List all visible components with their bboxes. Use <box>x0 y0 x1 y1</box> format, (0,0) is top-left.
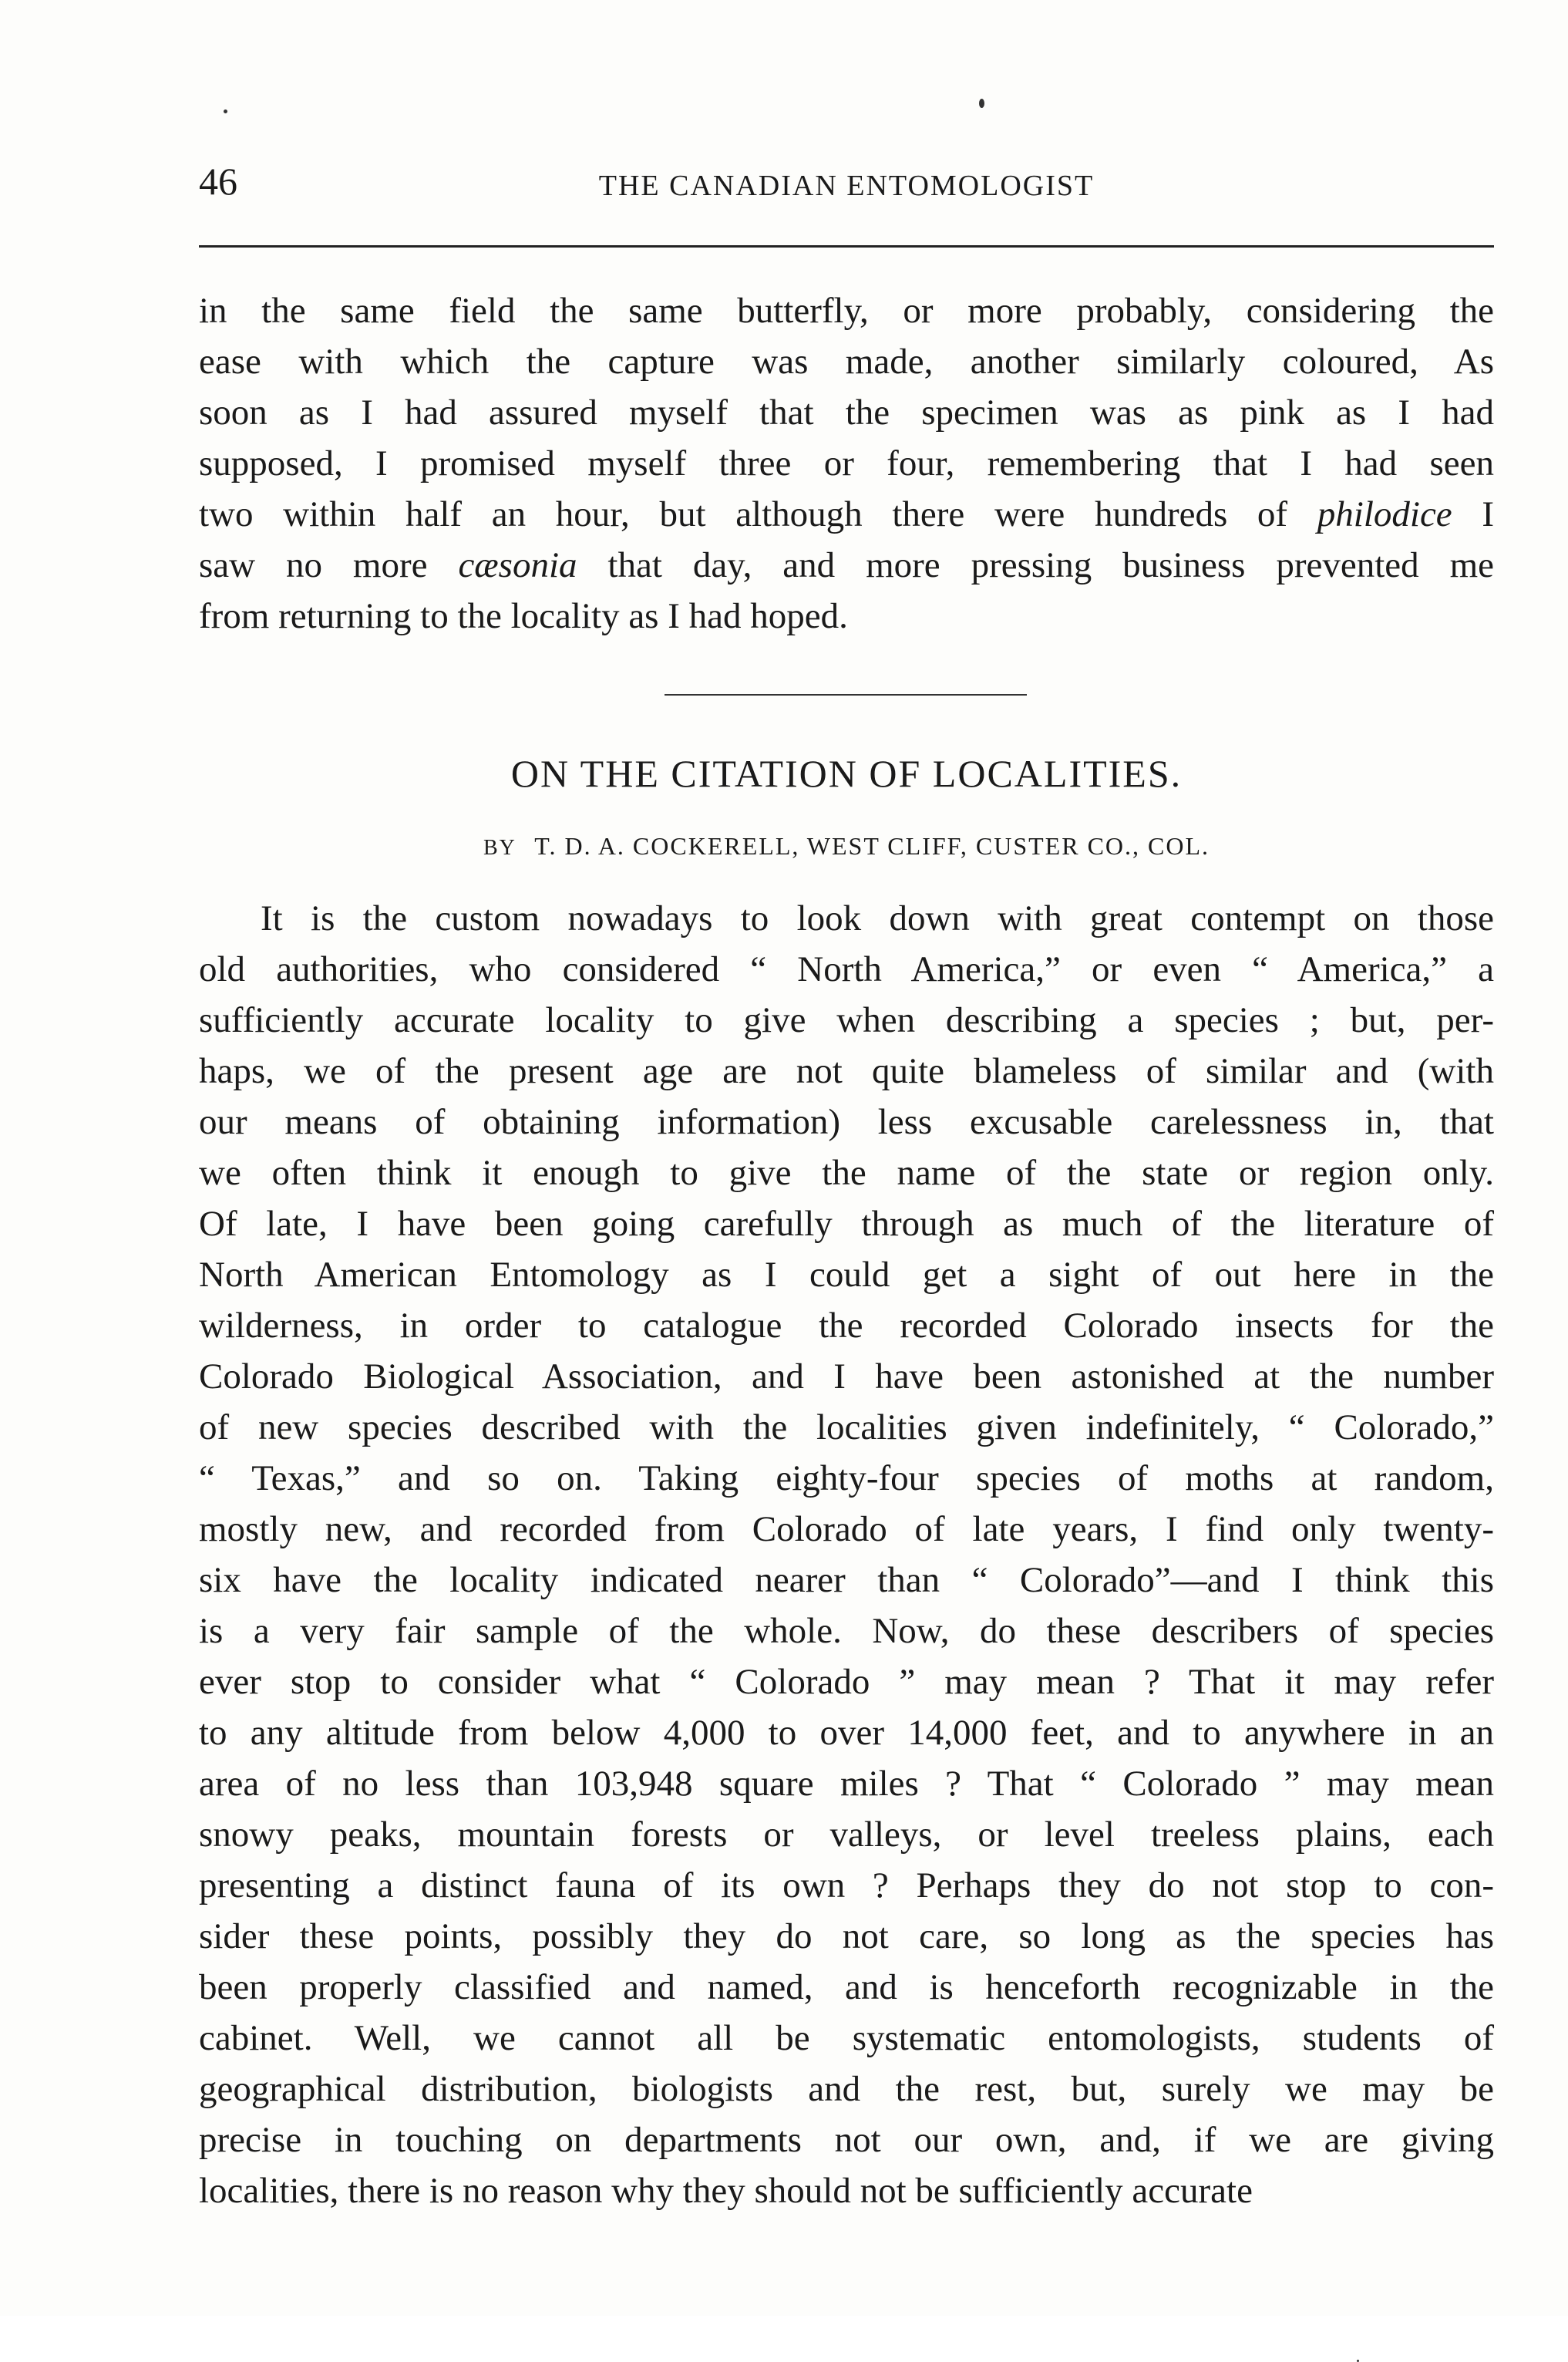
text-line: from returning to the locality as I had hoped. <box>199 596 848 636</box>
article-body <box>199 893 1494 2216</box>
text-line: in the same field the same butterfly, or more probably, considering the <box>199 291 1494 331</box>
text-line: presenting a distinct fauna of its own ? Perhaps they do not stop to con- <box>199 1865 1494 1905</box>
text-line: wilderness, in order to catalogue the recorded Colorado insects for the <box>199 1306 1494 1346</box>
page-header <box>199 158 1494 212</box>
text-line: two within half an hour, but although there were hundreds of philodice I <box>199 494 1495 534</box>
text-line: mostly new, and recorded from Colorado of late years, I find only twenty- <box>199 1509 1494 1549</box>
section-divider <box>665 694 1027 696</box>
text-line: old authorities, who considered “ North America,” or even “ America,” a <box>199 949 1494 989</box>
text-line: haps, we of the present age are not quite blameless of similar and (with <box>199 1051 1494 1091</box>
text-line: geographical distribution, biologists and the rest, but, surely we may be <box>199 2069 1494 2109</box>
running-head: THE CANADIAN ENTOMOLOGIST <box>598 170 1095 202</box>
byline <box>199 827 1494 868</box>
text-line: snowy peaks, mountain forests or valleys, or level treeless plains, each <box>199 1814 1494 1855</box>
text-line: is a very fair sample of the whole. Now, do these describers of species <box>199 1611 1494 1651</box>
text-line: ease with which the capture was made, another similarly coloured, As <box>199 342 1494 382</box>
header-rule <box>199 245 1494 248</box>
text-line: Of late, I have been going carefully through as much of the literature of <box>199 1204 1494 1244</box>
text-line: soon as I had assured myself that the specimen was as pink as I had <box>199 393 1494 433</box>
text-line: “ Texas,” and so on. Taking eighty-four species of moths at random, <box>199 1458 1494 1498</box>
byline-prefix: BY <box>483 836 516 860</box>
text-line: ever stop to consider what “ Colorado ” may mean ? That it may refer <box>199 1662 1494 1702</box>
text-line: It is the custom nowadays to look down with great contempt on those <box>261 898 1494 938</box>
text-line: cabinet. Well, we cannot all be systematic entomologists, students of <box>199 2018 1494 2058</box>
page-number: 46 <box>199 160 237 203</box>
text-line: sider these points, possibly they do not care, so long as the species has <box>199 1916 1494 1956</box>
text-line: to any altitude from below 4,000 to over 14,000 feet, and to anywhere in an <box>199 1713 1494 1753</box>
ink-speck <box>979 99 984 108</box>
text-line: six have the locality indicated nearer than “ Colorado”—and I think this <box>199 1560 1494 1600</box>
continued-paragraph <box>199 285 1494 642</box>
article-title: ON THE CITATION OF LOCALITIES. <box>510 752 1183 795</box>
text-line: been properly classified and named, and is henceforth recognizable in the <box>199 1967 1494 2007</box>
ink-speck <box>224 110 227 113</box>
text-line: precise in touching on departments not our own, and, if we are giving <box>199 2120 1494 2160</box>
text-line: area of no less than 103,948 square miles ? That “ Colorado ” may mean <box>199 1764 1494 1804</box>
text-line: North American Entomology as I could get a sight of out here in the <box>199 1255 1494 1295</box>
text-line: sufficiently accurate locality to give when describing a species ; but, per- <box>199 1000 1494 1040</box>
italic-species-name: cæsonia <box>458 545 577 585</box>
byline-author: T. D. A. COCKERELL, WEST CLIFF, CUSTER CO., COL. <box>534 832 1210 860</box>
text-line: of new species described with the localities given indefinitely, “ Colorado,” <box>199 1407 1494 1447</box>
text-line: our means of obtaining information) less excusable carelessness in, that <box>199 1102 1494 1142</box>
italic-species-name: philodice <box>1317 494 1452 534</box>
text-line: Colorado Biological Association, and I have been astonished at the number <box>199 1356 1494 1397</box>
text-line: we often think it enough to give the name of the state or region only. <box>199 1153 1494 1193</box>
text-line: saw no more cæsonia that day, and more pressing business prevented me <box>199 545 1494 585</box>
text-line: supposed, I promised myself three or four, remembering that I had seen <box>199 443 1494 484</box>
text-line: localities, there is no reason why they should not be sufficiently accurate <box>199 2171 1253 2211</box>
